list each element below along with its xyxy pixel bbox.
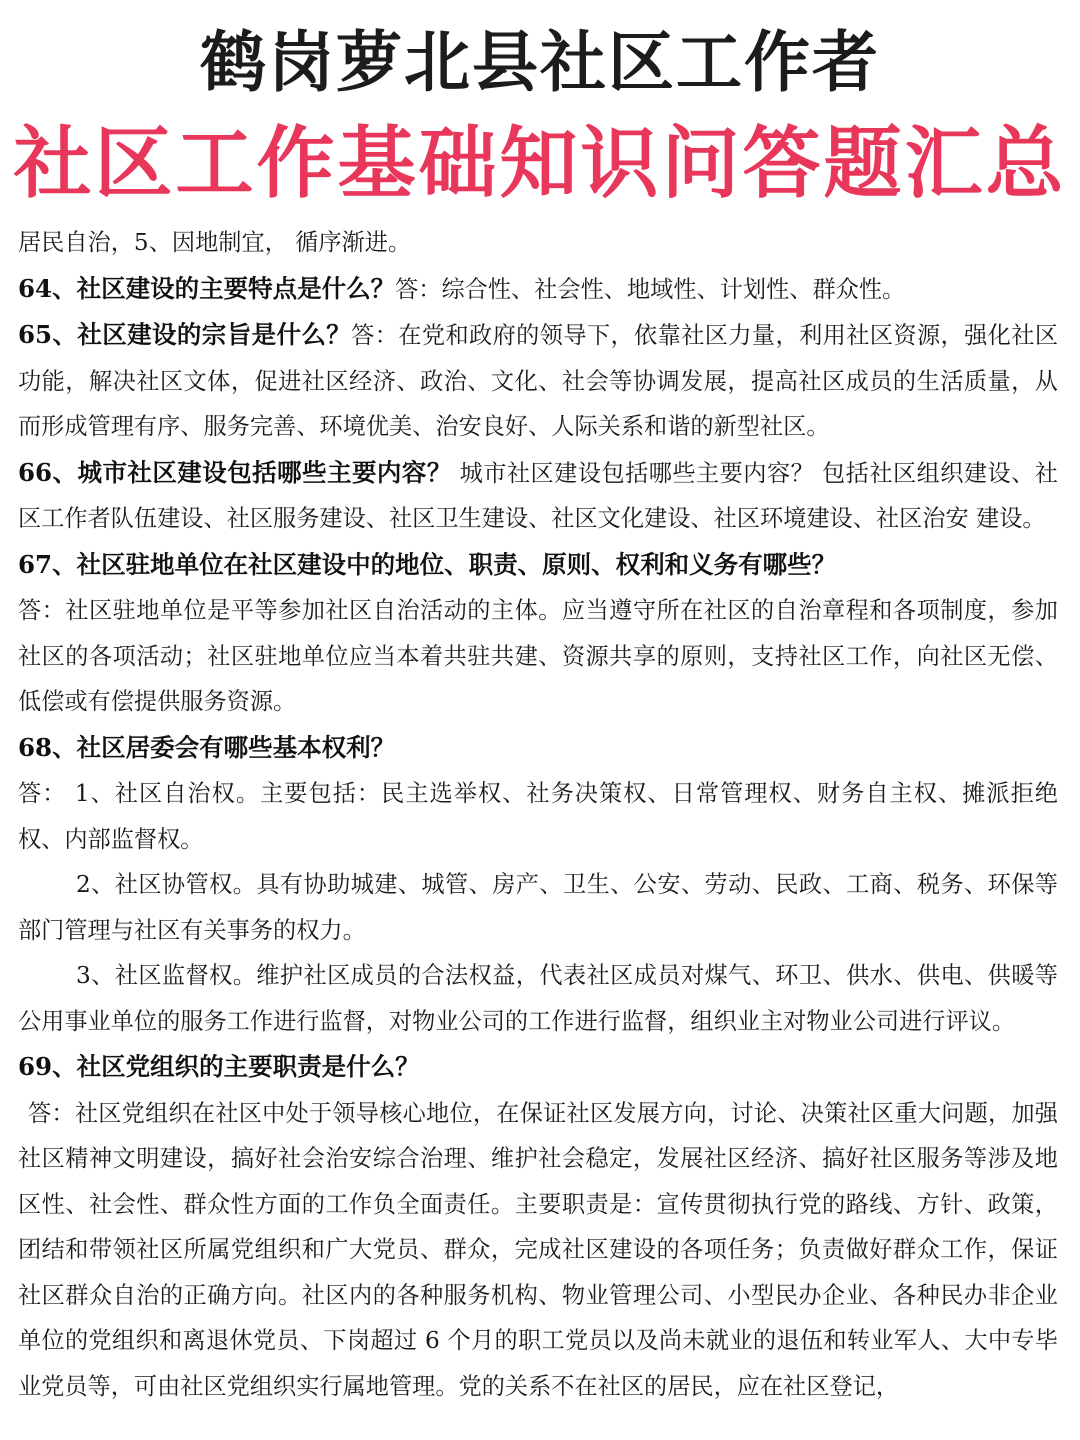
answer-64: 答：综合性、社会性、地域性、计划性、群众性。: [395, 275, 906, 303]
content-body: [0, 214, 1080, 1409]
answer-68-2: 2、社区协管权。具有协助城建、城管、房产、卫生、公安、劳动、民政、工商、税务、环保等部门管理与社区有关事务的权力。: [18, 871, 1058, 944]
answer-68-3: 3、社区监督权。维护社区成员的合法权益，代表社区成员对煤气、环卫、供水、供电、供暖等公用事业单位的服务工作进行监督，对物业公司的工作进行监督，组织业主对物业公司进行评议。: [18, 962, 1058, 1035]
question-68: 68、社区居委会有哪些基本权利？: [18, 732, 396, 762]
question-65: 65、社区建设的宗旨是什么？: [18, 320, 352, 349]
qa-64: [18, 266, 1058, 313]
qa-66: [18, 450, 1058, 542]
title-line1: 鹤岗萝北县社区工作者: [200, 24, 880, 101]
title-line2: 社区工作基础知识问答题汇总: [13, 119, 1067, 209]
answer-66: 城市社区建设包括哪些主要内容？ 包括社区组织建设、社区工作者队伍建设、社区服务建设、社区卫生建设、社区文化建设、社区环境建设、社区治安 建设。: [18, 459, 1058, 532]
question-66: 66、城市社区建设包括哪些主要内容？: [18, 457, 452, 487]
question-69: 69、社区党组织的主要职责是什么？: [18, 1052, 420, 1081]
question-64: 64、社区建设的主要特点是什么？: [18, 273, 396, 303]
answer-65: 答：在党和政府的领导下，依靠社区力量，利用社区资源，强化社区功能，解决社区文体，促进社区经济、政治、文化、社会等协调发展，提高社区成员的生活质量，从而形成管理有序、服务完善、环境优美、治安良好、人际关系和谐的新型社区。: [18, 322, 1059, 440]
qa-67-question: [18, 542, 1058, 589]
qa-69-question: [18, 1044, 1058, 1091]
qa-68-question: [18, 725, 1058, 772]
answer-69: 答：社区党组织在社区中处于领导核心地位，在保证社区发展方向，讨论、决策社区重大问题，加强社区精神文明建设，搞好社会治安综合治理、维护社会稳定，发展社区经济、搞好社区服务等涉及地区性、社会性、群众性方面的工作负全面责任。主要职责是：宣传贯彻执行党的路线、方针、政策，团结和带领社区所属党组织和广大党员、群众，完成社区建设的各项任务；负责做好群众工作，保证社区群众自治的正确方向。社区内的各种服务机构、物业管理公司、小型民办企业、各种民办非企业单位的党组织和离退休党员、下岗超过 6 个月的职工党员以及尚未就业的退伍和转业军人、大中专毕业党员等，可由社区党组织实行属地管理。党的关系不在社区的居民，应在社区登记，: [18, 1099, 1058, 1400]
question-67: 67、社区驻地单位在社区建设中的地位、职责、原则、权利和义务有哪些？: [18, 549, 837, 579]
paragraph-continuation: [18, 220, 1058, 266]
answer-67: 答：社区驻地单位是平等参加社区自治活动的主体。应当遵守所在社区的自治章程和各项制度，参加社区的各项活动；社区驻地单位应当本着共驻共建、资源共享的原则，支持社区工作，向社区无偿、低偿或有偿提供服务资源。: [18, 597, 1058, 715]
answer-68-1: 答： 1、社区自治权。主要包括：民主选举权、社务决策权、日常管理权、财务自主权、摊派拒绝权、内部监督权。: [18, 780, 1058, 853]
text-p0: 居民自治，5、因地制宜， 循序渐进。: [18, 229, 412, 256]
qa-65: [18, 312, 1058, 450]
